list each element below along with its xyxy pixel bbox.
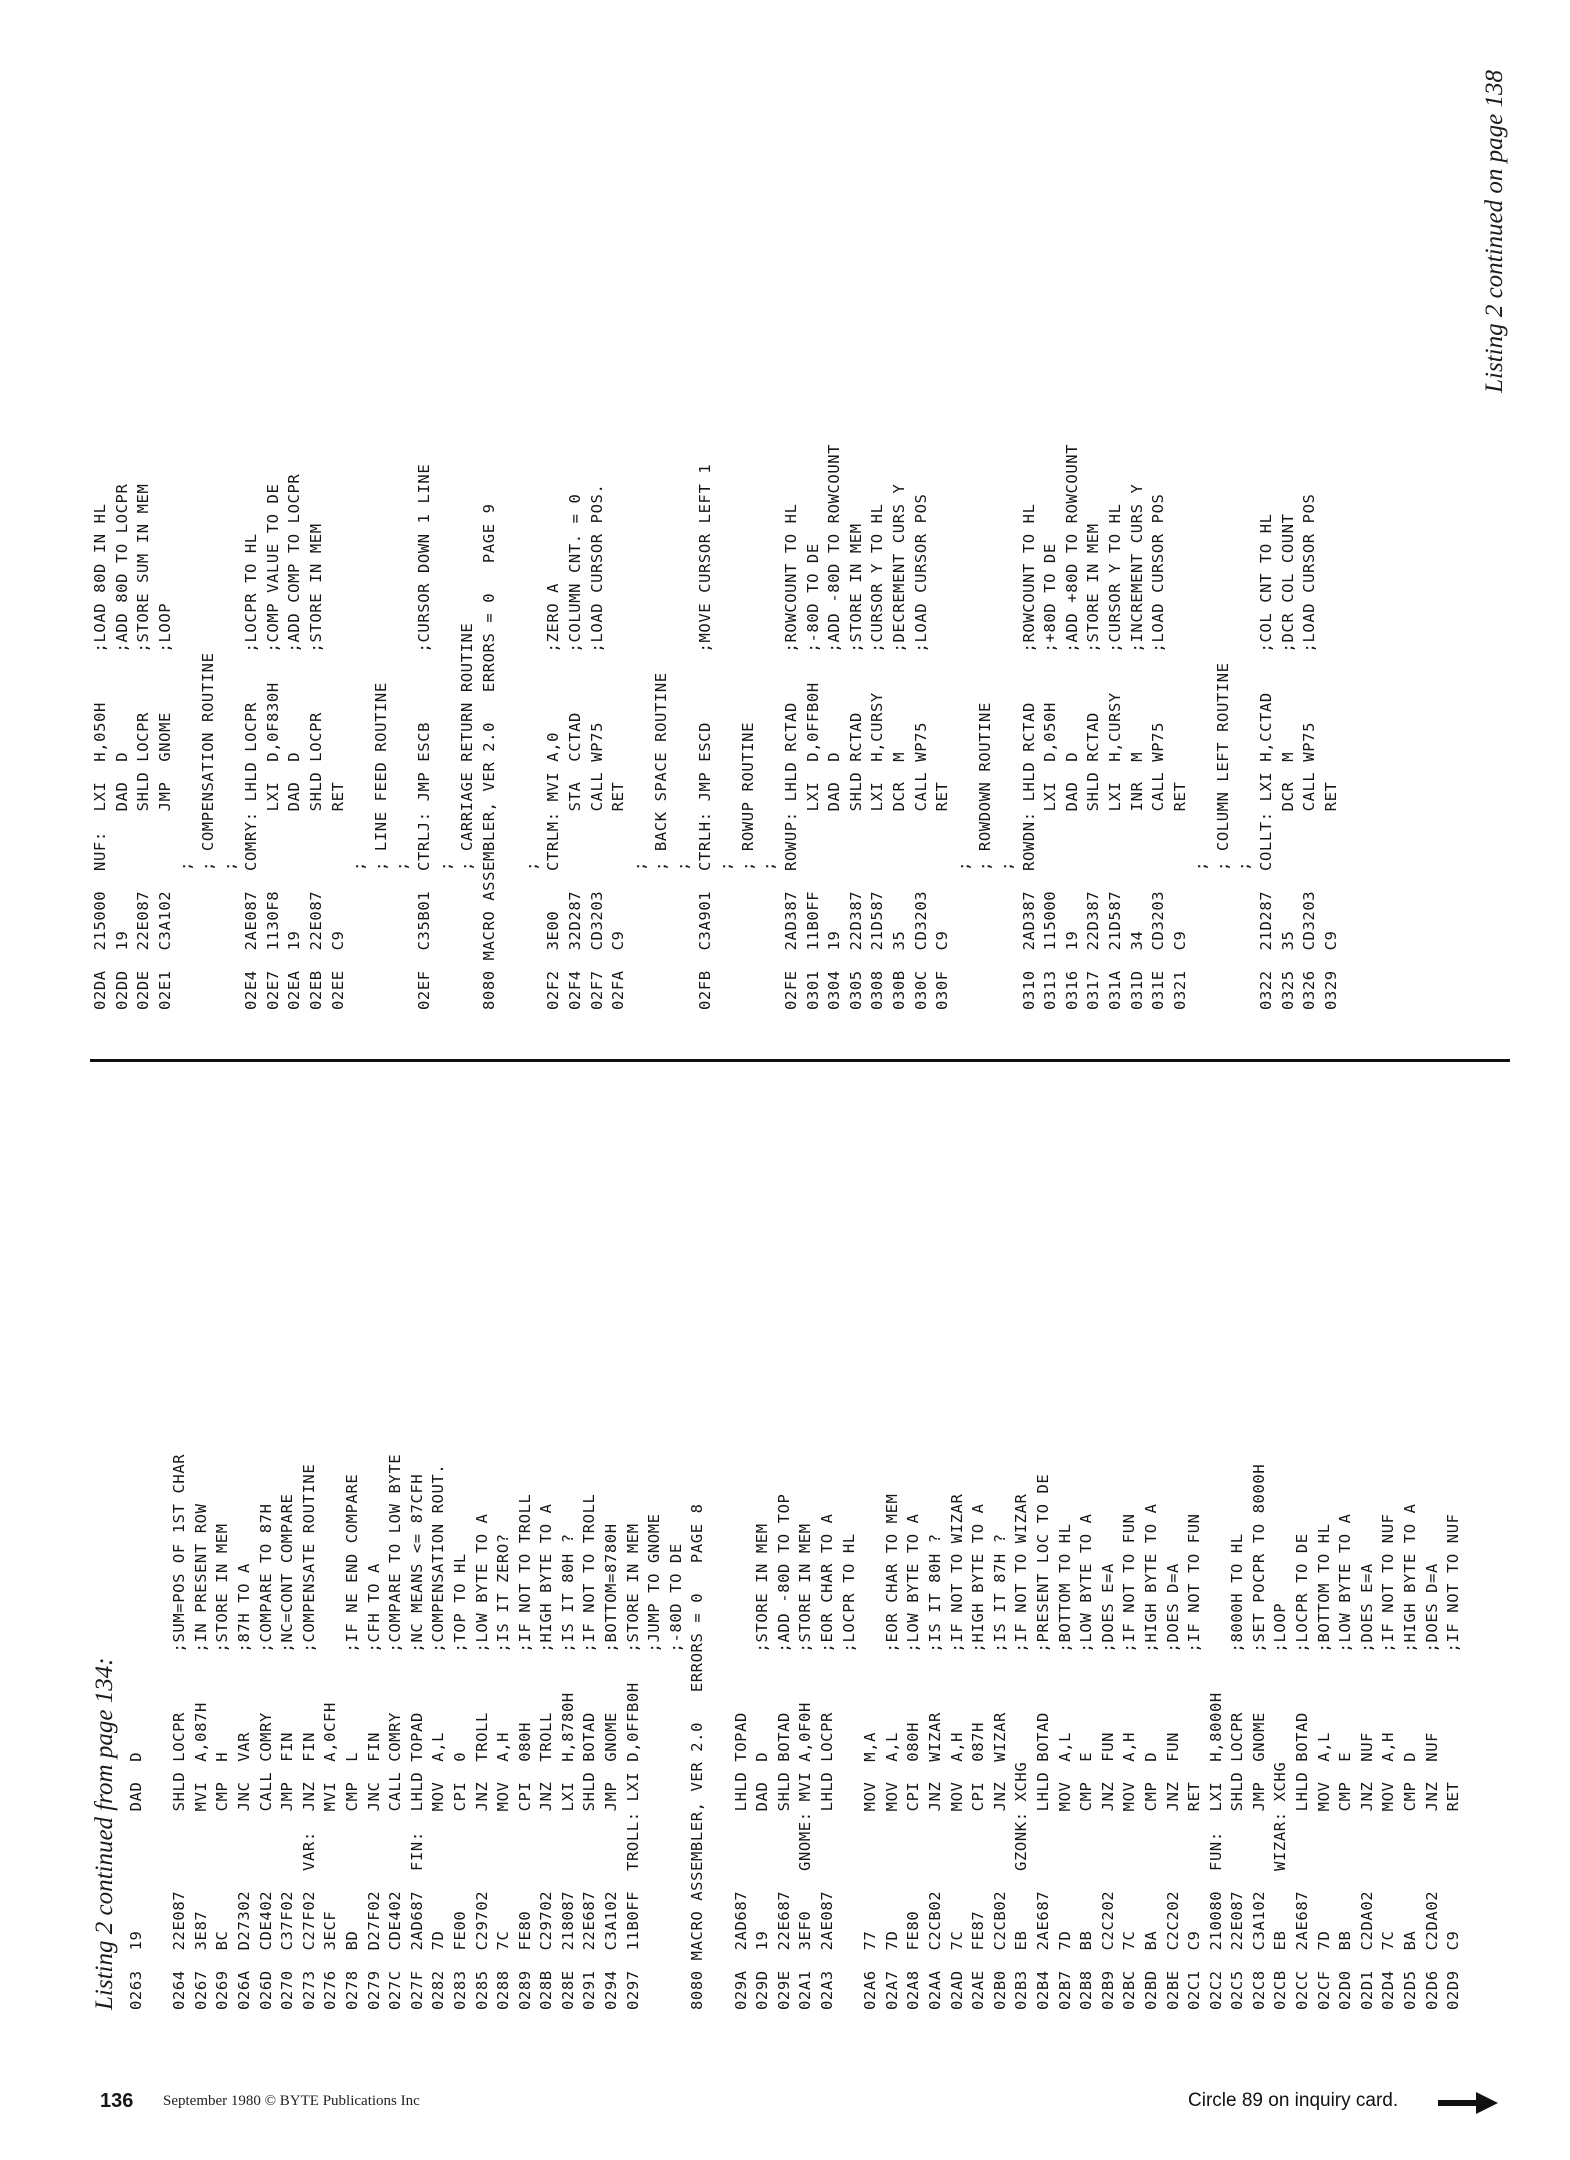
listing-line: 0269 BC CMP H ;STORE IN MEM xyxy=(213,1523,232,2010)
listing-line: 02C5 22E087 SHLD LOCPR ;8000H TO HL xyxy=(1228,1533,1247,2010)
listing-line: 0288 7C MOV A,H ;IS IT ZERO? xyxy=(494,1533,513,2010)
listing-line: 026A D27302 JNC VAR ;87H TO A xyxy=(234,1563,253,2010)
listing-line: 0291 22E687 SHLD BOTAD ;IF NOT TO TROLL xyxy=(580,1493,599,2010)
listing-line: 0325 35 DCR M ;DCR COL COUNT xyxy=(1278,513,1297,1010)
listing-line: ; xyxy=(674,861,693,1010)
listing-line: 02D9 C9 RET ;IF NOT TO NUF xyxy=(1444,1513,1463,2010)
listing-line: 02C1 C9 RET ;IF NOT TO FUN xyxy=(1185,1513,1204,2010)
listing-line: 02BE C2C202 JNZ FUN ;DOES D=A xyxy=(1163,1563,1182,2010)
listing-line: 0317 22D387 SHLD RCTAD ;STORE IN MEM xyxy=(1084,523,1103,1010)
listing-line: ; xyxy=(350,861,369,1010)
continued-from-caption: Listing 2 continued from page 134: xyxy=(91,1657,118,2010)
listing-line: ; xyxy=(220,861,239,1010)
listing-line: 031E CD3203 CALL WP75 ;LOAD CURSOR POS xyxy=(1149,493,1168,1010)
listing-line: ;-80D TO DE xyxy=(666,1543,685,2010)
listing-line: 031D 34 INR M ;INCREMENT CURS Y xyxy=(1127,483,1146,1010)
listing-line: 0285 C29702 JNZ TROLL ;LOW BYTE TO A xyxy=(472,1513,491,2010)
listing-line: ; xyxy=(760,861,779,1010)
listing-line: 02F4 32D287 STA CCTAD ;COLUMN CNT. = 0 xyxy=(566,493,585,1010)
listing-line: 02AD 7C MOV A,H ;IF NOT TO WIZAR xyxy=(947,1493,966,2010)
listing-line: 02FB C3A901 CTRLH: JMP ESCD ;MOVE CURSOR LEFT 1 xyxy=(695,463,714,1010)
listing-line: 02A3 2AE087 LHLD LOCPR ;EOR CHAR TO A xyxy=(818,1513,836,2010)
listing-line: 0316 19 DAD D ;ADD +80D TO ROWCOUNT xyxy=(1062,443,1081,1010)
listing-line: 029D 19 DAD D ;STORE IN MEM xyxy=(753,1523,772,2010)
listing-line: 02EE C9 RET xyxy=(328,781,347,1010)
listing-line: 02A6 77 MOV M,A xyxy=(861,1731,880,2010)
listing-line xyxy=(709,1454,731,2010)
listing-line: 02D0 BB CMP E ;LOW BYTE TO A xyxy=(1336,1513,1355,2010)
listing-line: 02AA C2CB02 JNZ WIZAR ;IS IT 80H ? xyxy=(925,1533,944,2010)
listing-line: 02DD 19 DAD D ;ADD 80D TO LOCPR xyxy=(112,483,131,1010)
listing-line: ; xyxy=(1235,861,1254,1010)
listing-line: 02B7 7D MOV A,L ;BOTTOM TO HL xyxy=(1055,1523,1074,2010)
listing-line: 0267 3E87 MVI A,087H ;IN PRESENT ROW xyxy=(191,1503,210,2010)
listing-line: 0279 D27F02 JNC FIN ;CFH TO A xyxy=(364,1563,383,2010)
listing-line xyxy=(500,444,522,1010)
listing-line: 0294 C3A102 JMP GNOME ;BOTTOM=8780H xyxy=(602,1523,621,2010)
listing-line: ; xyxy=(954,861,973,1010)
listing-left-half xyxy=(90,1070,1510,2010)
listing-line: 029A 2AD687 LHLD TOPAD xyxy=(731,1712,750,2010)
right-arrow-icon xyxy=(1438,2090,1498,2116)
listing-line: 02B3 EB GZONK: XCHG ;IF NOT TO WIZAR xyxy=(1012,1493,1031,2010)
listing-line: 0304 19 DAD D ;ADD -80D TO ROWCOUNT xyxy=(825,443,844,1010)
listing-line: 027C CDE402 CALL COMRY ;COMPARE TO LOW BYTE xyxy=(386,1453,405,2010)
listing-line: ; xyxy=(436,861,455,1010)
listing-line: 02D5 BA CMP D ;HIGH BYTE TO A xyxy=(1401,1503,1420,2010)
listing-line: 0322 21D287 COLLT: LXI H,CCTAD ;COL CNT TO HL xyxy=(1257,513,1276,1010)
listing-line: 02FE 2AD387 ROWUP: LHLD RCTAD ;ROWCOUNT TO HL xyxy=(782,503,800,1010)
listing-line: 8080 MACRO ASSEMBLER, VER 2.0 ERRORS = 0 PAGE 8 xyxy=(688,1503,707,2010)
publication-info: September 1980 © BYTE Publications Inc xyxy=(163,2093,420,2109)
listing-line: 028E 218087 LXI H,8780H ;IS IT 80H ? xyxy=(558,1533,577,2010)
listing-line: 02DA 215000 NUF: LXI H,050H ;LOAD 80D IN HL xyxy=(91,503,109,1010)
listing-left-column xyxy=(126,1454,1465,2010)
listing-line: 0278 BD CMP L ;IF NE END COMPARE xyxy=(342,1473,361,2010)
listing-line: ; CARRIAGE RETURN ROUTINE xyxy=(458,622,477,1010)
listing-line: 0270 C37F02 JMP FIN ;NC=CONT COMPARE xyxy=(278,1493,297,2010)
listing-line: 02A1 3EF0 GNOME: MVI A,0F0H ;STORE IN MEM xyxy=(796,1523,815,2010)
listing-line: ; xyxy=(177,861,196,1010)
listing-line: 02A8 FE80 CPI 080H ;LOW BYTE TO A xyxy=(904,1513,923,2010)
listing-right-column xyxy=(90,444,1342,1010)
listing-line: 02AE FE87 CPI 087H ;HIGH BYTE TO A xyxy=(969,1503,988,2010)
listing-line: 0326 CD3203 CALL WP75 ;LOAD CURSOR POS xyxy=(1300,493,1319,1010)
listing-line: 030C CD3203 CALL WP75 ;LOAD CURSOR POS xyxy=(911,493,930,1010)
listing-line: 026D CDE402 CALL COMRY ;COMPARE TO 87H xyxy=(256,1503,275,2010)
listing-line: ;LOCPR TO HL xyxy=(839,1533,858,2010)
listing-line: 02B9 C2C202 JNZ FUN ;DOES E=A xyxy=(1098,1563,1117,2010)
listing-line: ; BACK SPACE ROUTINE xyxy=(652,672,671,1010)
listing-line: 0263 19 DAD D xyxy=(127,1751,145,2010)
listing-line: 02A7 7D MOV A,L ;EOR CHAR TO MEM xyxy=(882,1493,901,2010)
inquiry-card-note: Circle 89 on inquiry card. xyxy=(1188,2090,1399,2111)
listing-line: ; xyxy=(1192,861,1211,1010)
listing-line: 0264 22E087 SHLD LOCPR ;SUM=POS OF 1ST CHAR xyxy=(170,1453,189,2010)
listing-line: 02B8 BB CMP E ;LOW BYTE TO A xyxy=(1077,1513,1096,2010)
listing-line: 027F 2AD687 FIN: LHLD TOPAD ;NC MEANS <= 87CFH xyxy=(407,1473,426,2010)
listing-line: 0289 FE80 CPI 080H ;IF NOT TO TROLL xyxy=(515,1493,534,2010)
listing-line: 029E 22E687 SHLD BOTAD ;ADD -80D TO TOP xyxy=(774,1493,793,2010)
listing-line: 02F2 3E00 CTRLM: MVI A,0 ;ZERO A xyxy=(544,582,563,1010)
listing-line: 02E4 2AE087 COMRY: LHLD LOCPR ;LOCPR TO HL xyxy=(242,533,261,1010)
listing-line: 02D4 7C MOV A,H ;IF NOT TO NUF xyxy=(1379,1513,1398,2010)
listing-line: 02EA 19 DAD D ;ADD COMP TO LOCPR xyxy=(285,473,304,1010)
listing-line: ; xyxy=(522,861,541,1010)
listing-line: 0313 115000 LXI D,050H ;+80D TO DE xyxy=(1041,543,1060,1010)
listing-line: 030F C9 RET xyxy=(933,781,952,1010)
page-footer xyxy=(0,2090,1570,2130)
page-number: 136 xyxy=(100,2090,134,2112)
listing-right-half xyxy=(90,70,1510,1010)
listing-line: ; COLUMN LEFT ROUTINE xyxy=(1213,662,1232,1010)
listing-line: 0283 FE00 CPI 0 ;TOP TO HL xyxy=(450,1553,469,2010)
listing-line: 02B4 2AE687 LHLD BOTAD ;PRESENT LOC TO DE xyxy=(1033,1473,1052,2010)
listing-line: 0282 7D MOV A,L ;COMPENSATION ROUT. xyxy=(429,1463,448,2010)
listing-line: 02DE 22E087 SHLD LOCPR ;STORE SUM IN MEM xyxy=(134,483,153,1010)
continued-on-caption: Listing 2 continued on page 138 xyxy=(1481,70,1508,393)
listing-line: 0329 C9 RET xyxy=(1321,781,1340,1010)
listing-line: 8080 MACRO ASSEMBLER, VER 2.0 ERRORS = 0 PAGE 9 xyxy=(479,503,498,1010)
listing-line: ; COMPENSATION ROUTINE xyxy=(198,652,217,1010)
listing-line: ; xyxy=(997,861,1016,1010)
rotated-page-content xyxy=(90,70,1510,2010)
listing-line: 02C8 C3A102 JMP GNOME ;SET POCPR TO 8000H xyxy=(1249,1463,1268,2010)
listing-line: ; ROWDOWN ROUTINE xyxy=(976,702,995,1010)
listing-line: 02CC 2AE687 LHLD BOTAD ;LOCPR TO DE xyxy=(1293,1533,1312,2010)
listing-line: 031A 21D587 LXI H,CURSY ;CURSOR Y TO HL xyxy=(1105,503,1124,1010)
listing-line: 02CB EB WIZAR: XCHG ;LOOP xyxy=(1271,1602,1290,2010)
column-divider xyxy=(90,1059,1510,1062)
listing-line: 02EB 22E087 SHLD LOCPR ;STORE IN MEM xyxy=(306,523,325,1010)
listing-line: 02D6 C2DA02 JNZ NUF ;DOES D=A xyxy=(1422,1563,1441,2010)
listing-line: 02C2 210080 FUN: LXI H,8000H xyxy=(1206,1692,1225,2010)
listing-line: ; xyxy=(393,861,412,1010)
listing-line: ; xyxy=(717,861,736,1010)
listing-line: 0305 22D387 SHLD RCTAD ;STORE IN MEM xyxy=(846,523,865,1010)
listing-line: 0297 11B0FF TROLL: LXI D,0FFB0H ;STORE IN MEM xyxy=(623,1523,642,2010)
listing-line: ; ROWUP ROUTINE xyxy=(738,721,757,1010)
listing-line: 02E7 1130F8 LXI D,0F830H ;COMP VALUE TO DE xyxy=(263,483,282,1010)
listing-line: 0301 11B0FF LXI D,0FFB0H ;-80D TO DE xyxy=(803,543,822,1010)
listing-line: 0273 C27F02 VAR: JNZ FIN ;COMPENSATE ROUTINE xyxy=(299,1463,318,2010)
listing-line xyxy=(148,1454,170,2010)
listing-line: 028B C29702 JNZ TROLL ;HIGH BYTE TO A xyxy=(537,1503,556,2010)
listing-line: 02F7 CD3203 CALL WP75 ;LOAD CURSOR POS. xyxy=(587,483,606,1010)
listing-line: 0308 21D587 LXI H,CURSY ;CURSOR Y TO HL xyxy=(868,503,887,1010)
listing-line: 02FA C9 RET xyxy=(609,781,628,1010)
listing-line: 02BD BA CMP D ;HIGH BYTE TO A xyxy=(1141,1503,1160,2010)
listing-line: 0321 C9 RET xyxy=(1170,781,1189,1010)
listing-line: 02B0 C2CB02 JNZ WIZAR ;IS IT 87H ? xyxy=(990,1533,1009,2010)
listing-line: 0276 3ECF MVI A,0CFH xyxy=(321,1702,340,2010)
listing-line: 02BC 7C MOV A,H ;IF NOT TO FUN xyxy=(1120,1513,1139,2010)
listing-line: 02CF 7D MOV A,L ;BOTTOM TO HL xyxy=(1314,1523,1333,2010)
listing-line: 02EF C35B01 CTRLJ: JMP ESCB ;CURSOR DOWN 1 LINE xyxy=(414,463,433,1010)
listing-line: 02E1 C3A102 JMP GNOME ;LOOP xyxy=(155,602,174,1010)
listing-line: 0310 2AD387 ROWDN: LHLD RCTAD ;ROWCOUNT TO HL xyxy=(1019,503,1038,1010)
listing-line: ; LINE FEED ROUTINE xyxy=(371,682,390,1010)
listing-line: 02D1 C2DA02 JNZ NUF ;DOES E=A xyxy=(1357,1563,1376,2010)
listing-line: ;JUMP TO GNOME xyxy=(645,1513,664,2010)
listing-line: ; xyxy=(630,861,649,1010)
listing-line: 030B 35 DCR M ;DECREMENT CURS Y xyxy=(889,483,908,1010)
